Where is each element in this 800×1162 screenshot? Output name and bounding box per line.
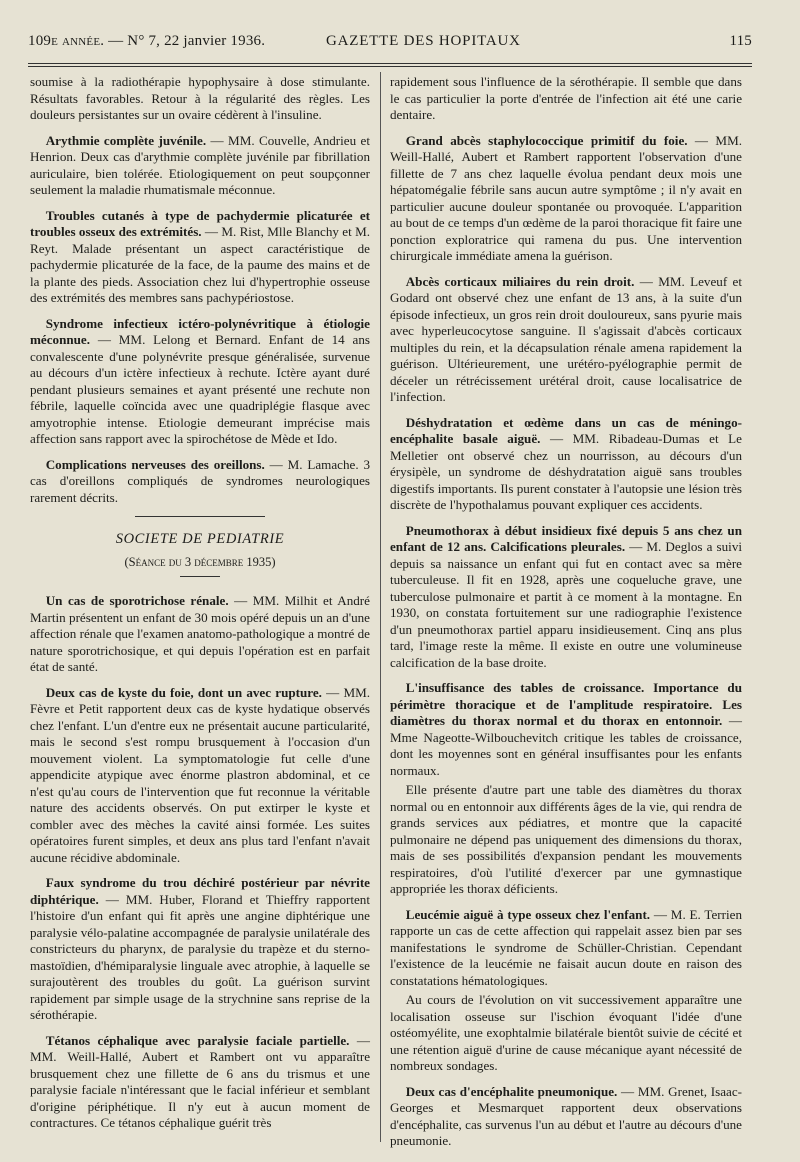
- continued-paragraph: soumise à la radiothérapie hypophysaire à dose stimulante. Résultats favorables. Retour à la régularité des règles. Les douleurs persistantes sur un ovaire cédèrent à l'insuline.: [30, 74, 370, 122]
- article-title: Faux syndrome du trou déchiré postérieur par névrite diphtérique.: [30, 875, 370, 907]
- article-title: Un cas de sporotrichose rénale.: [45, 593, 229, 608]
- article-sporotrichose: [30, 593, 370, 676]
- article-oreillons: [30, 457, 370, 507]
- volume-label: 109e année.: [28, 33, 105, 49]
- article-body: — M. Lamache. 3 cas d'oreillons compliqués de syndromes neurologiques rarement décrits.: [30, 456, 370, 505]
- article-body: — M. E. Terrien rapporte un cas de cette affection qui rappelait assez bien par ses manifestations le syndrome de Schüller-Christian. Cependant l'existence de la leucémie ne faisait aucun doute en raison des constatations hématologiques.: [390, 906, 742, 988]
- article-body: — MM. Milhit et André Martin présentent un enfant de 30 mois opéré depuis un an d'une affection rénale que l'examen anatomo-pathologique a montré de nature sporotrichosique, et qui depuis l'opération est en parfait état de santé.: [30, 593, 370, 674]
- article-deshydratation: [390, 415, 742, 514]
- article-body: — MM. Couvelle, Andrieu et Henrion. Deux cas d'arythmie complète juvénile par fibrillation auriculaire, bien tolérée. Etiologiquement on peut soupçonner seulement la maladie rhumatismale méconnue.: [30, 132, 370, 197]
- article-body: — MM. Lelong et Bernard. Enfant de 14 ans convalescente d'une polynévrite presque généralisée, survenue au décours d'un ictère infectieux à rechute. Ictère ayant duré pendant plusieurs semaines et ayant présenté une rechute non fébrile, laquelle coïncida avec une quadriplégie flasque avec amyotrophie intense. Etiologie demeurant imprécise mais affection sans rapport avec la spirochétose de Mède et Ido.: [30, 332, 370, 446]
- article-title: Grand abcès staphylococcique primitif du foie.: [405, 132, 688, 148]
- section-title: SOCIETE DE PEDIATRIE: [115, 531, 285, 547]
- page-number: 115: [729, 33, 752, 49]
- article-abces-foie: [390, 133, 742, 265]
- article-encephalite: [390, 1084, 742, 1150]
- article-title: Tétanos céphalique avec paralysie faciale partielle.: [45, 1032, 350, 1048]
- article-body: — MM. Huber, Florand et Thieffry rapportent l'histoire d'un enfant qui fit après une angine diphtérique une paralysie vélo-palatine accompagnée de paralysie unilatérale des constricteurs du pharynx, de paralysie du trapèze et du sterno-mastoïdien, d'hémiparalysie linguale avec atrophie, à laquelle se surajoutèrent des troubles du goût. La guérison survint rapidement par simple usage de la strychnine sans reprise de la sérothérapie.: [30, 891, 370, 1022]
- issue-date: — N° 7, 22 janvier 1936.: [108, 33, 266, 49]
- article-body: — M. Deglos a suivi depuis sa naissance un enfant qui fut en contact avec sa mère tuberculeuse. Il fit en 1928, après une coqueluche grave, une tuberculose pulmonaire et partit à ce moment à la montagne. En 1930, on constata fortuitement sur une radiographie l'existence d'un pneumothorax partiel apparu insidieusement. Cinq ans plus tard, l'image reste la même. Il existe en outre une volumineuse calcification de la base droite.: [390, 539, 742, 670]
- article-body: — Mme Nageotte-Wilbouchevitch critique les tables de croissance, dont les moyennes sont en général insuffisantes pour les enfants normaux.: [390, 713, 742, 778]
- article-body: — MM. Leveuf et Godard ont observé chez une enfant de 13 ans, à la suite d'un épisode infectieux, un gros rein droit douloureux, sans pyurie mais avec hyperleucocytose sanguine. Il s'agissait d'abcès corticaux multiples du rein, et la décapsulation rénale amena rapidement la guérison. Ultérieurement, une urétéro-pyélographie permit de déceler un rétrécissement urétéral droit, cause localisatrice de l'infection.: [390, 273, 742, 404]
- article-pachydermie: [30, 208, 370, 307]
- article-body: — MM. Ribadeau-Dumas et Le Melletier ont observé chez un nourrisson, au décours d'un érysipèle, un syndrome de déshydratation aiguë sans troubles digestifs importants. Ils purent constater à l'autopsie une lésion très discrète de l'hypothalamus pouvant expliquer ces accidents.: [390, 431, 742, 512]
- article-leucemie-cont: Au cours de l'évolution on vit successivement apparaître une localisation osseuse sur l'ischion évoquant l'idée d'une ostéomyélite, une exophtalmie bilatérale bientôt suivie de cécité et une rétention aiguë d'urine de cause mécanique ayant nécessité de nombreux sondages.: [390, 992, 742, 1073]
- article-title: Abcès corticaux miliaires du rein droit.: [405, 273, 635, 289]
- article-trou-dechire: [30, 875, 370, 1024]
- article-body: — MM. Weill-Hallé, Aubert et Rambert rapportent l'observation d'une fillette de 7 ans chez laquelle évolua pendant deux mois une hépatomégalie fébrile sans aucun autre symptôme ; il n'y avait en particulier aucune douleur spontanée ou provoquée. L'apparition au bout de ce temps d'un œdème de la paroi thoracique fit faire une ponction exploratrice qui ramena du pus. Une intervention chirurgicale immédiate amena la guérison.: [390, 132, 742, 263]
- article-pneumothorax: [390, 523, 742, 672]
- continued-paragraph: rapidement sous l'influence de la sérothérapie. Il semble que dans le cas particulier la porte d'entrée de l'infection ait été une carie dentaire.: [390, 74, 742, 122]
- header-rule: [28, 63, 752, 67]
- article-title: Pneumothorax à début insidieux fixé depuis 5 ans chez un enfant de 12 ans. Calcifications pleurales.: [390, 522, 742, 554]
- article-title: Syndrome infectieux ictéro-polynévritique à étiologie méconnue.: [30, 315, 370, 347]
- column-divider: [380, 72, 381, 1142]
- article-body: — MM. Weill-Hallé, Aubert et Rambert ont vu apparaître brusquement chez une fillette de 6 ans du trismus et une paralysie faciale n'intéressant que le facial inférieur et semblant d'origine périphétique. Il n'y eut à aucun moment de contractures. Ce tétanos céphalique guérit très: [30, 1032, 370, 1130]
- page-header: [28, 33, 752, 55]
- right-column: [390, 74, 742, 1159]
- article-body: — MM. Fèvre et Petit rapportent deux cas de kyste hydatique observés chez l'enfant. L'un d'entre eux ne présentait aucune particularité, mais le second s'est rompu brusquement à l'occasion d'un mouvement violent. La symptomatologie fut celle d'une appendicite atypique avec énorme plastron abdominal, et ce n'est qu'au cours de l'intervention que fut reconnue la véritable nature des accidents observés. On put extirper le kyste et combler avec des mèches la cavité ainsi formée. Les suites opératoires furent simples, et deux ans plus tard l'enfant n'avait aucune récidive abdominale.: [30, 684, 371, 865]
- article-tetanos: [30, 1033, 370, 1132]
- article-arythmie: [30, 133, 370, 199]
- article-body: — MM. Grenet, Isaac-Georges et Mesmarquet rapportent deux observations d'encéphalite, cas survenus l'un au début et l'autre au décours d'une pneumonie.: [390, 1083, 742, 1148]
- article-title: L'insuffisance des tables de croissance. Importance du périmètre thoracique et de l'amplitude respiratoire. Les diamètres du thorax normal et du thorax en entonnoir.: [390, 680, 742, 728]
- article-tables-croissance-cont: Elle présente d'autre part une table des diamètres du thorax normal ou en entonnoir aux différents âges de la vie, qui rendra de grands services aux pédiatres, et montre que la capacité pulmonaire ne dépend pas uniquement des dimensions du thorax, mais de ses possibilités d'expansion pendant les mouvements respiratoires, d'où l'utilité d'exercer par une gymnastique appropriée les thorax déficients.: [390, 782, 742, 896]
- section-subtitle: (Séance du 3 décembre 1935): [124, 554, 276, 569]
- article-title: Arythmie complète juvénile.: [45, 132, 207, 148]
- article-kyste-foie: [30, 685, 370, 867]
- article-abces-rein: [390, 274, 742, 406]
- article-title: Deux cas de kyste du foie, dont un avec rupture.: [45, 684, 322, 700]
- article-title: Leucémie aiguë à type osseux chez l'enfant.: [405, 906, 651, 922]
- article-leucemie: [390, 907, 742, 990]
- section-separator-short: [180, 576, 220, 577]
- article-title: Troubles cutanés à type de pachydermie plicaturée et troubles osseux des extrémités.: [30, 207, 370, 239]
- article-title: Complications nerveuses des oreillons.: [45, 456, 265, 472]
- journal-title: GAZETTE DES HOPITAUX: [326, 33, 521, 49]
- article-tables-croissance: [390, 680, 742, 779]
- left-column: [30, 74, 370, 1141]
- issue-info: [28, 33, 265, 50]
- section-separator: [135, 516, 265, 517]
- article-body: — M. Rist, Mlle Blanchy et M. Reyt. Malade présentant un aspect caractéristique de pachydermie plicaturée de la face, de la paume des mains et de la plante des pieds. Association chez lui d'hypertrophie osseuse des extrémités des membres sans pachypériostose.: [30, 224, 370, 305]
- article-ictero: [30, 316, 370, 448]
- article-title: Déshydratation et œdème dans un cas de méningo-encéphalite basale aiguë.: [390, 414, 742, 446]
- article-title: Deux cas d'encéphalite pneumonique.: [405, 1083, 618, 1099]
